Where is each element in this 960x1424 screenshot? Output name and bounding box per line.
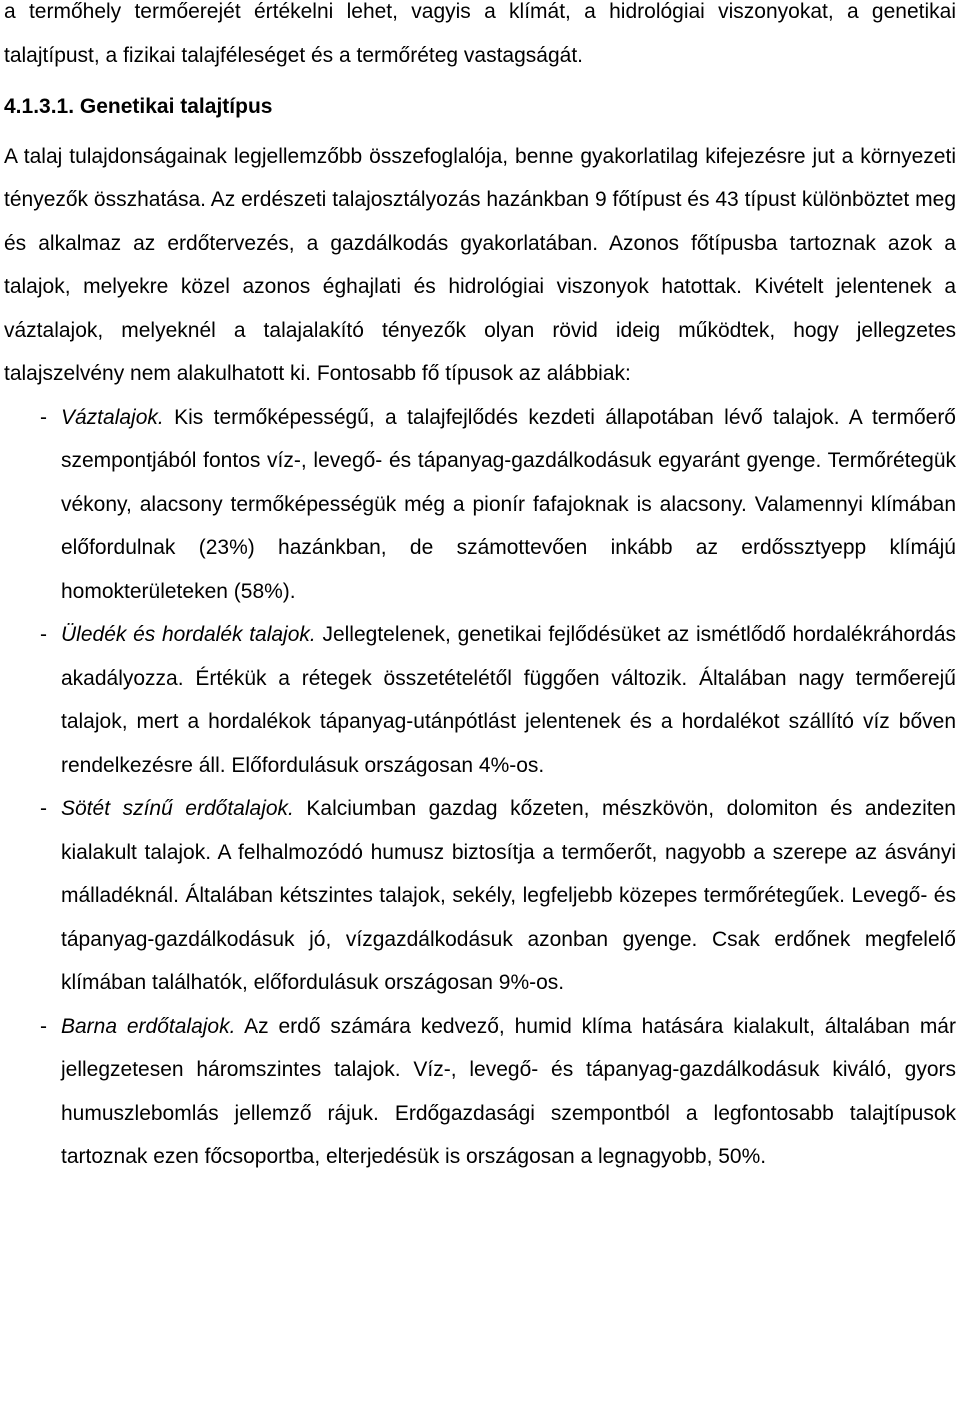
body-paragraph: A talaj tulajdonságainak legjellemzőbb összefoglalója, benne gyakorlatilag kifejezésre jut a környezeti tényezők összhatása. Az erdészeti talajosztályozás hazánkban 9 főtípust és 43 típust különböztet meg és alkalmaz az erdőtervezés, a gazdálkodás gyakorlatában. Azonos főtípusba tartoznak azok a talajok, melyekre közel azonos éghajlati és hidrológiai viszonyok hatottak. Kivételt jelentenek a váztalajok, melyeknél a talajalakító tényezők olyan rövid ideig működtek, hogy jellegzetes talajszelvény nem alakulhatott ki. Fontosabb fő típusok az alábbiak: [4,144,956,385]
list-item-uledek [4,613,956,787]
soil-type-list [4,396,956,1179]
section-heading: 4.1.3.1. Genetikai talajtípus [4,95,273,118]
list-item-text: Kalciumban gazdag kőzeten, mészkövön, dolomiton és andeziten kialakult talajok. A felhalmozódó humusz biztosítja a termőerőt, nagyobb a szerepe az ásványi málladéknál. Általában kétszintes talajok, sekély, legfeljebb közepes termőrétegűek. Levegő- és tápanyag-gazdálkodásuk jó, vízgazdálkodásuk azonban gyenge. Csak erdőnek megfelelő klímában találhatók, előfordulásuk országosan 9%-os. [61,797,956,994]
intro-paragraph: a termőhely termőerejét értékelni lehet, vagyis a klímát, a hidrológiai viszonyokat, a genetikai talajtípust, a fizikai talajféleséget és a termőréteg vastagságát. [4,0,956,67]
list-item-sotet-szinu [4,787,956,1005]
list-dash: - [40,405,47,429]
list-dash: - [40,1014,47,1038]
list-item-barna [4,1005,956,1179]
list-item-text: Kis termőképességű, a talajfejlődés kezdeti állapotában lévő talajok. A termőerő szempontjából fontos víz-, levegő- és tápanyag-gazdálkodásuk egyaránt gyenge. Termőrétegük vékony, alacsony termőképességük még a pionír fafajoknak is alacsony. Valamennyi klímában előfordulnak (23%) hazánkban, de számottevően inkább az erdőssztyepp klímájú homokterületeken (58%). [61,405,956,603]
list-item-term: Barna erdőtalajok. [61,1014,236,1038]
document-page [4,0,956,1179]
list-item-vaztalajok [4,396,956,614]
list-item-text: Az erdő számára kedvező, humid klíma hatására kialakult, általában már jellegzetesen háromszintes talajok. Víz-, levegő- és tápanyag-gazdálkodásuk kiváló, gyors humuszlebomlás jellemző rájuk. Erdőgazdasági szempontból a legfontosabb talajtípusok tartoznak ezen főcsoportba, elterjedésük is országosan a legnagyobb, 50%. [61,1014,956,1168]
list-item-term: Üledék és hordalék talajok. [61,623,316,646]
list-dash: - [40,797,47,820]
list-item-text: Jellegtelenek, genetikai fejlődésüket az ismétlődő hordalékráhordás akadályozza. Értékük a rétegek összetételétől függően változik. Általában nagy termőerejű talajok, mert a hordalékok tápanyag-utánpótlást jelentenek és a hordalékot szállító víz bőven rendelkezésre áll. Előfordulásuk országosan 4%-os. [61,623,956,777]
list-item-term: Váztalajok. [61,405,164,429]
list-dash: - [40,623,47,646]
list-item-term: Sötét színű erdőtalajok. [61,797,294,820]
